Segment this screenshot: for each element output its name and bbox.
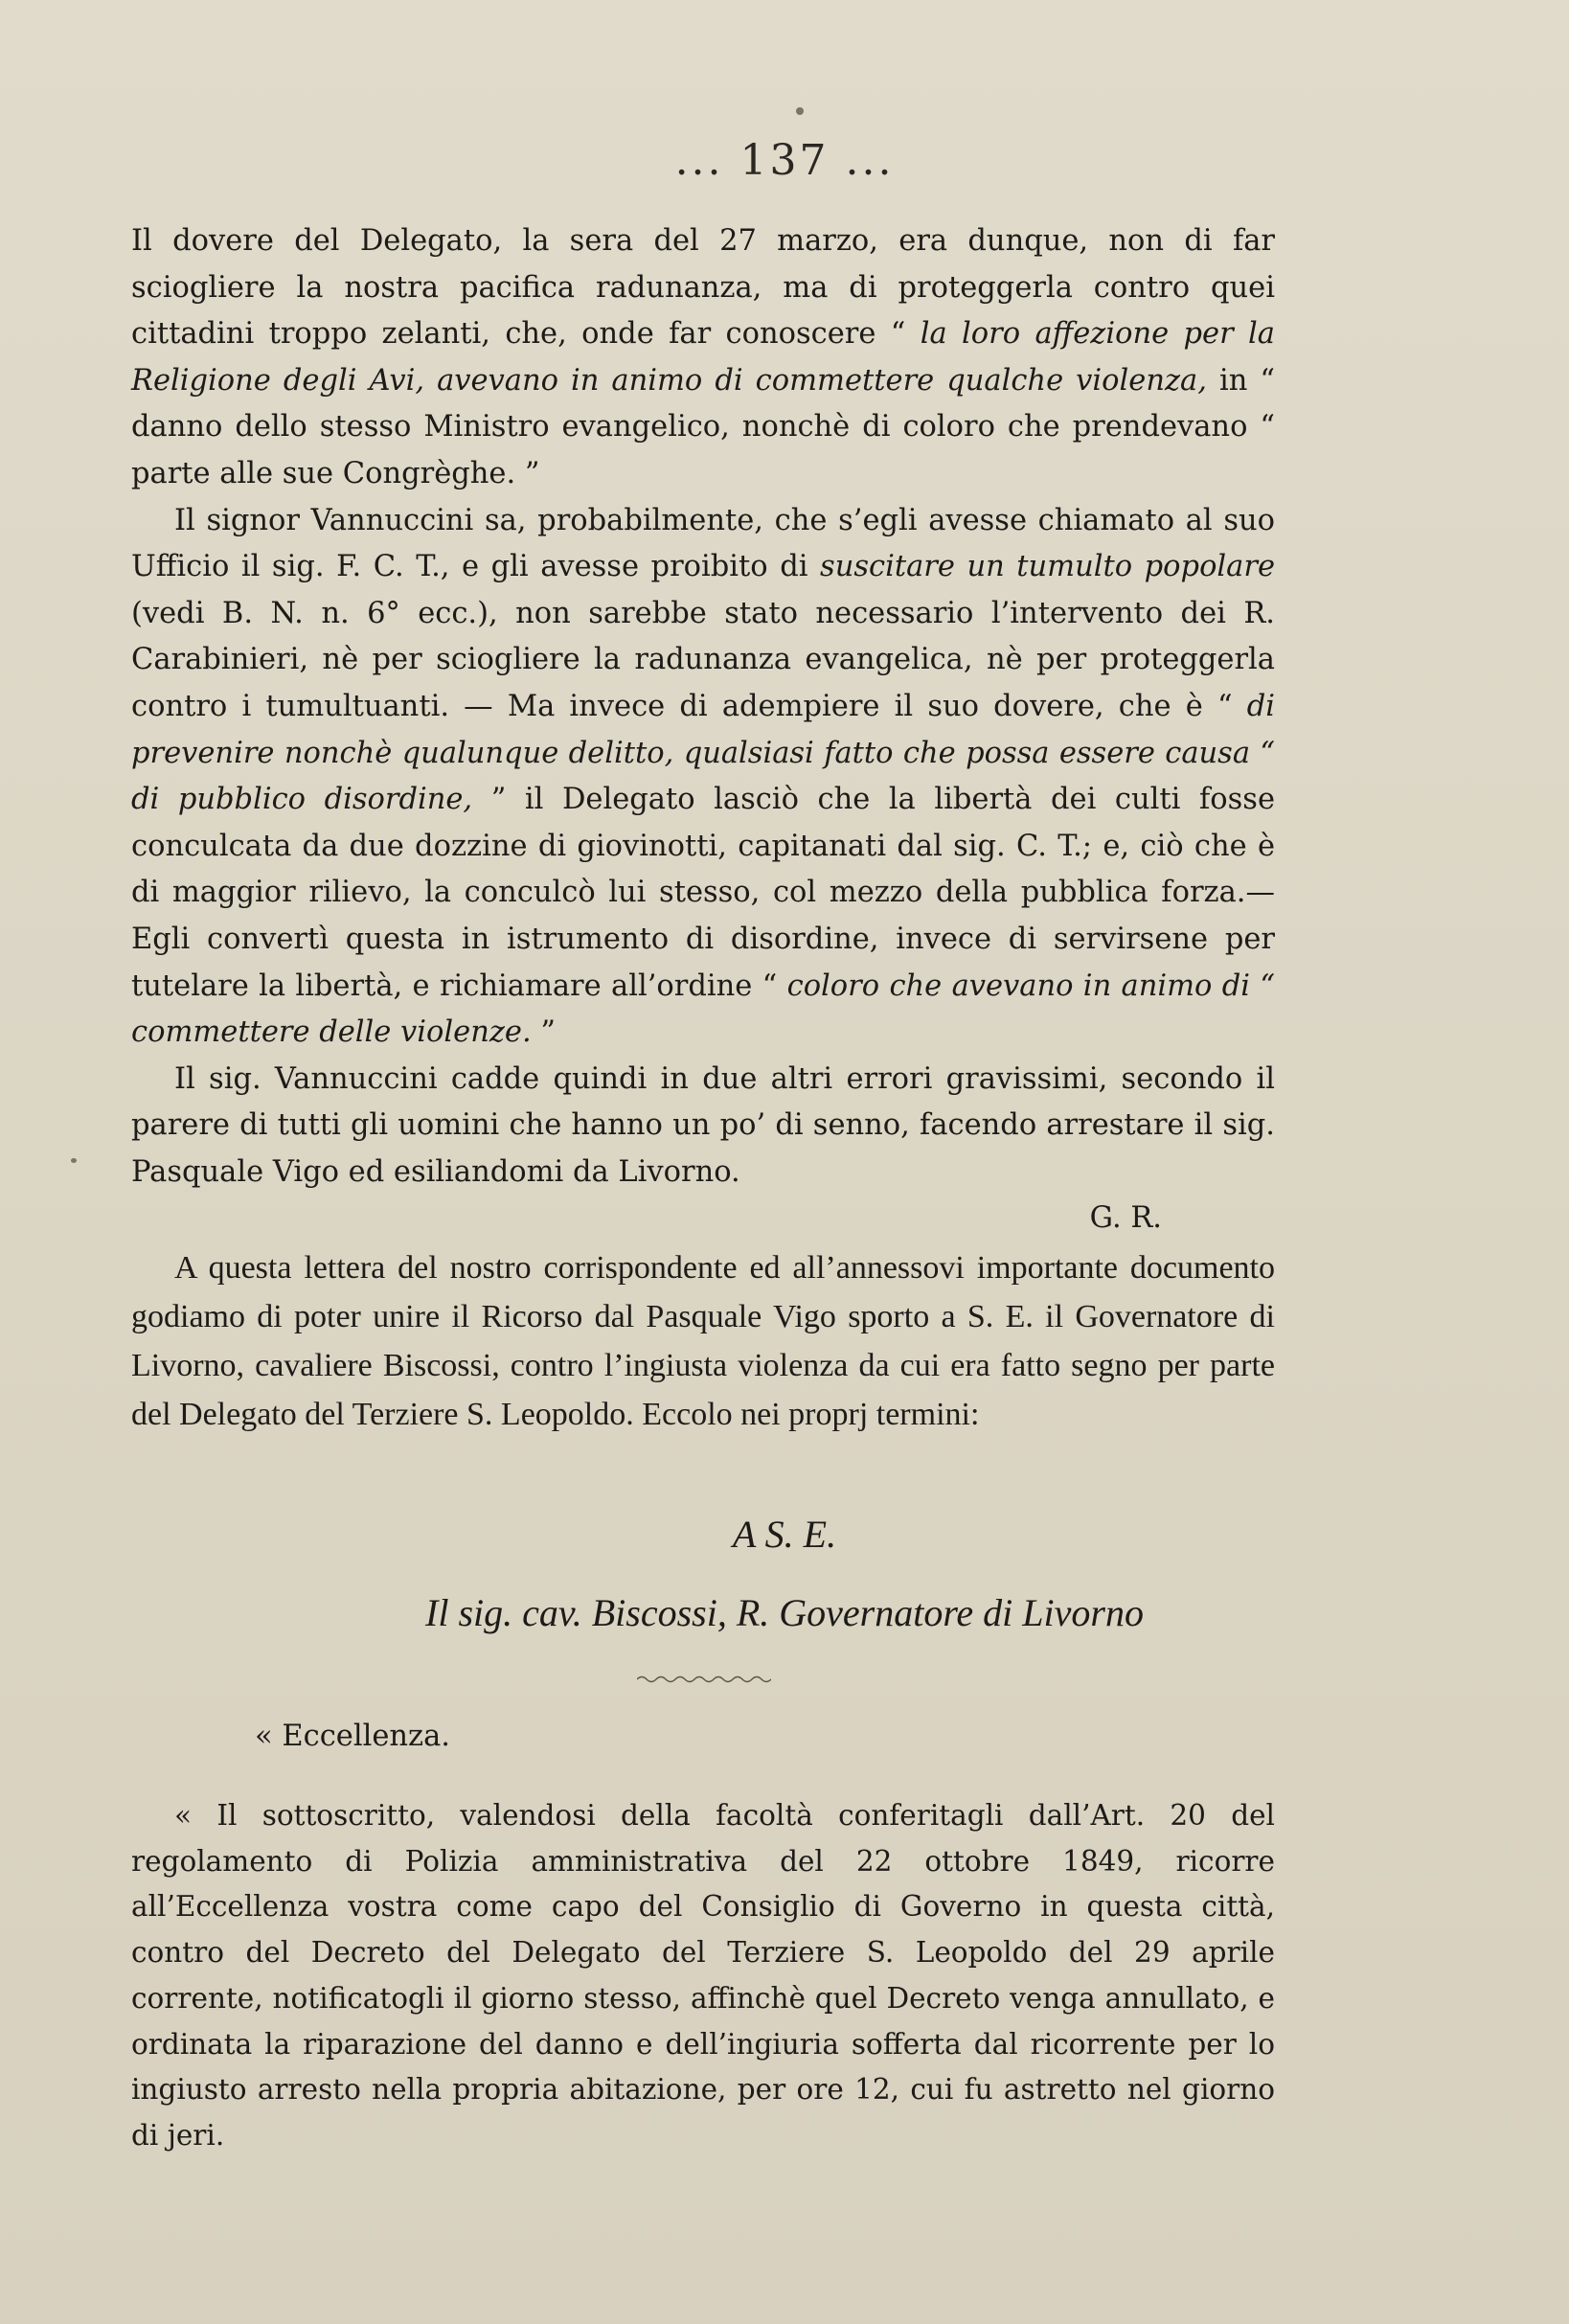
petition-body (131, 1793, 1275, 2159)
editorial-note (131, 1243, 1275, 1439)
page-number: ... 137 ... (674, 136, 895, 185)
address-title: Il sig. cav. Biscossi, R. Governatore di Livorno (425, 1591, 1144, 1634)
quoted-italic-run: di prevenire nonchè qualunque delitto, qualsiasi fatto che possa essere causa “ di pubblico disordine, (131, 689, 1275, 817)
address-recipient: A S. E. (732, 1513, 837, 1556)
paper-speck (796, 107, 804, 115)
petition-paragraph: « Il sottoscritto, valendosi della facoltà conferitagli dall’Art. 20 del regolamento di Polizia amministrativa del 22 ottobre 1849, ricorre all’Eccellenza vostra come capo del Consiglio di Governo in questa città, contro del Decreto del Delegato del Terziere S. Leopoldo del 29 aprile corrente, notificatogli il giorno stesso, affinchè quel Decreto venga annullato, e ordinata la riparazione del danno e dell’ingiuria sofferta dal ricorrente per lo ingiusto arresto nella propria abitazione, per ore 12, cui fu astretto nel giorno di jeri. (131, 1799, 1275, 2152)
text-run: Il sig. Vannuccini cadde quindi in due altri errori gravissimi, secondo il parere di tutti gli uomini che hanno un po’ di senno, facendo arrestare il sig. Pasquale Vigo ed esiliandomi da Livorno. (131, 1061, 1275, 1189)
letter-signature: G. R. (1089, 1201, 1162, 1236)
quoted-italic-run: coloro che avevano in animo di “ commettere delle violenze. (131, 968, 1275, 1050)
letter-continuation (131, 218, 1275, 1242)
text-run: ” il Delegato lasciò che la libertà dei culti fosse conculcata da due dozzine di giovinotti, capitanati dal sig. C. T.; e, ciò che è di maggior rilievo, la conculcò lui stesso, col mezzo della pubblica forza.— Egli convertì questa in istrumento di disordine, invece di servirsene per tutelare la libertà, e richiamare all’ordine “ (131, 783, 1275, 1003)
paper-speck (71, 1158, 77, 1163)
text-run: in “ danno dello stesso Ministro evangelico, nonchè di coloro che prendevano “ parte alle sue Congrèghe. ” (131, 363, 1275, 490)
letter-paragraph-3 (131, 1057, 1275, 1196)
wavy-ornament-divider (637, 1673, 771, 1686)
text-run: (vedi B. N. n. 6° ecc.), non sarebbe stato necessario l’intervento dei R. Carabinieri, nè per sciogliere la radunanza evangelica, nè per proteggerla contro i tumultuanti. — Ma invece di adempiere il suo dovere, che è “ (131, 596, 1275, 723)
editorial-paragraph: A questa lettera del nostro corrispondente ed all’annessovi importante documento godiamo di poter unire il Ricorso dal Pasquale Vigo sporto a S. E. il Governatore di Livorno, cavaliere Biscossi, contro l’ingiusta violenza da cui era fatto segno per parte del Delegato del Terziere S. Leopoldo. Eccolo nei proprj termini: (131, 1250, 1275, 1432)
letter-paragraph-1 (131, 218, 1275, 498)
text-run: Il signor Vannuccini sa, probabilmente, che s’egli avesse chiamato al suo Ufficio il sig. F. C. T., e gli avesse proibito di (131, 503, 1275, 584)
petition-salutation: « Eccellenza. (255, 1720, 450, 1753)
quoted-italic-run: la loro affezione per la Religione degli Avi, avevano in animo di commettere qualche violenza, (131, 317, 1275, 398)
text-run: Il dovere del Delegato, la sera del 27 marzo, era dunque, non di far sciogliere la nostra pacifica radunanza, ma di proteggerla contro quei cittadini troppo zelanti, che, onde far conoscere “ (131, 224, 1275, 352)
quoted-italic-run: suscitare un tumulto popolare (820, 550, 1275, 584)
text-run: ” (531, 1015, 556, 1050)
letter-paragraph-2 (131, 498, 1275, 1057)
